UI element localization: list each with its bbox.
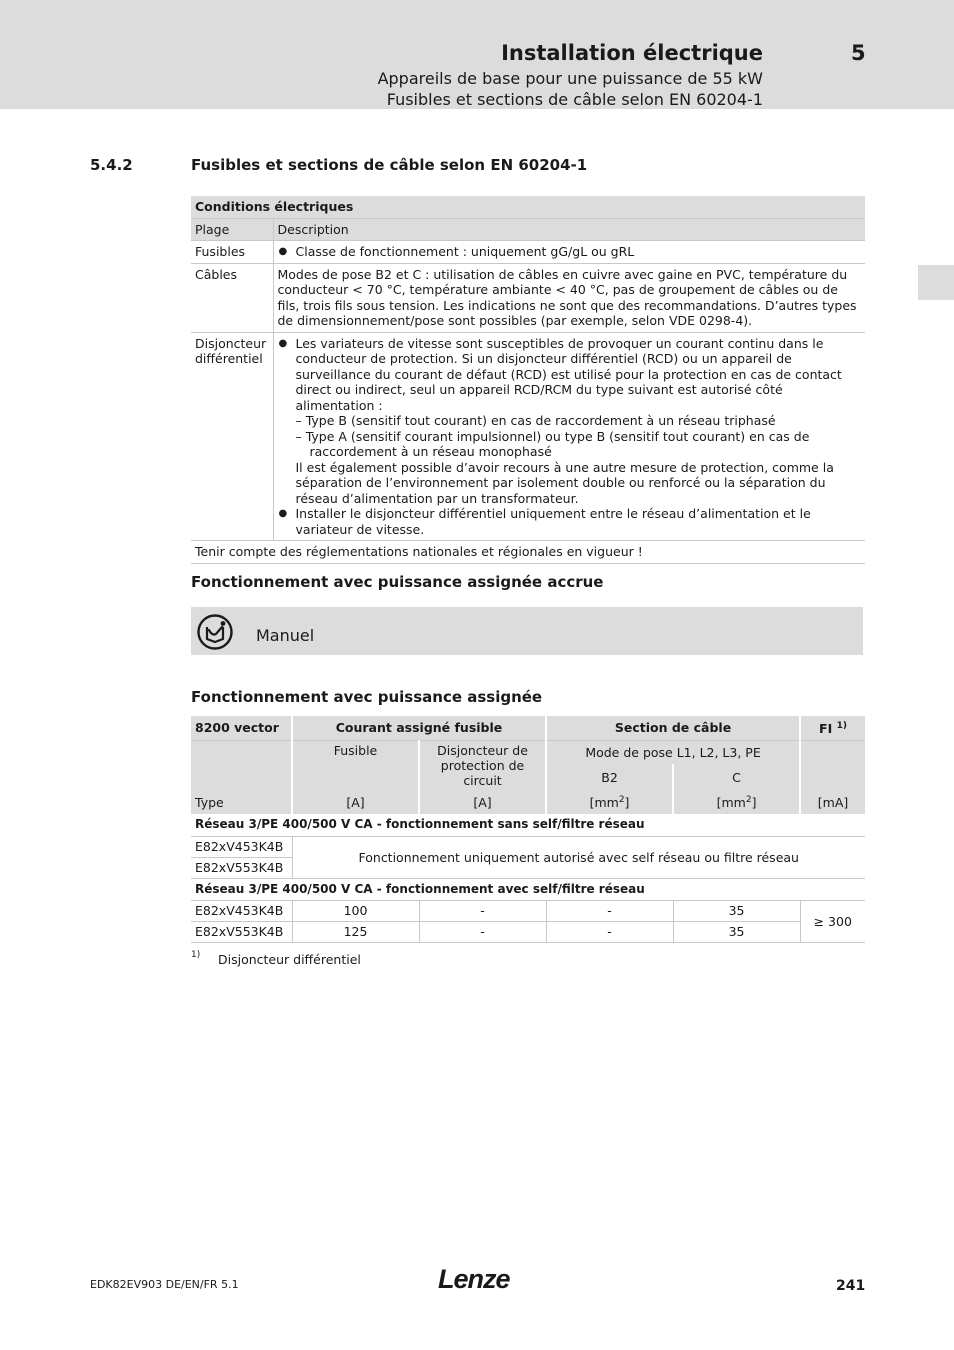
header-fuse-current: Courant assigné fusible xyxy=(292,716,546,740)
b2-cell: - xyxy=(546,900,673,921)
unit-sup: 2 xyxy=(745,795,752,806)
unit-text: ] xyxy=(624,795,630,811)
column-header-range: Plage xyxy=(191,218,273,241)
section1-note: Fonctionnement uniquement autorisé avec self réseau ou filtre réseau xyxy=(292,836,865,878)
unit-b2 xyxy=(546,790,673,814)
row-label-fuses: Fusibles xyxy=(191,241,273,264)
manual-hand-book-icon xyxy=(197,614,233,654)
section-title-without-choke: Réseau 3/PE 400/500 V CA - fonctionnement sans self/filtre réseau xyxy=(191,814,865,836)
row-desc-rcd xyxy=(273,332,865,541)
table-row xyxy=(191,332,865,541)
section-row xyxy=(191,878,865,900)
subheader-fuse: Fusible xyxy=(292,740,419,790)
header-subtitle-2: Fusibles et sections de câble selon EN 60204-1 xyxy=(386,90,763,109)
bullet-item: ● Classe de fonctionnement : uniquement gG/gL ou gRL xyxy=(278,244,862,260)
header-cable-section: Section de câble xyxy=(546,716,800,740)
table-row xyxy=(191,900,865,921)
type-cell: E82xV453K4B xyxy=(191,836,292,857)
rcd-dash-item: – Type A (sensitif courant impulsionnel) ou type B (sensitif tout courant) en cas de raccordement à un réseau monophasé xyxy=(295,428,810,459)
row-desc-cables: Modes de pose B2 et C : utilisation de câbles en cuivre avec gaine en PVC, température du conducteur < 70 °C, température ambiante < 40 °C, pas de groupement de câbles ou de fils, trois fils sous tension. Les indications ne sont que des recommandations. D’autres types de dimensionnement/pose sont possibles (par exemple, selon VDE 0298-4). xyxy=(273,263,865,332)
bullet-item xyxy=(278,336,862,507)
manual-reference-box[interactable] xyxy=(191,607,863,655)
page-number: 241 xyxy=(836,1278,866,1294)
fi-cell: ≥ 300 xyxy=(800,900,865,942)
page-header-band xyxy=(0,0,954,109)
subheader-fi-blank xyxy=(800,764,865,790)
table-subheader-row xyxy=(191,740,865,764)
row-label-rcd: Disjoncteur différentiel xyxy=(191,332,273,541)
bullet-item: ● Installer le disjoncteur différentiel uniquement entre le réseau d’alimentation et le variateur de vitesse. xyxy=(278,506,862,537)
chapter-title: Installation électrique xyxy=(501,41,763,65)
type-cell: E82xV553K4B xyxy=(191,921,292,942)
breaker-cell: - xyxy=(419,900,546,921)
row-desc-fuses xyxy=(273,241,865,264)
unit-c xyxy=(673,790,800,814)
table-header-row xyxy=(191,716,865,740)
unit-text: ] xyxy=(751,795,757,811)
footer-document-id: EDK82EV903 DE/EN/FR 5.1 xyxy=(90,1278,239,1291)
fuse-cell: 125 xyxy=(292,921,419,942)
conditions-note: Tenir compte des réglementations nationales et régionales en vigueur ! xyxy=(191,541,865,564)
header-fi-sup: 1) xyxy=(836,721,847,732)
c-cell: 35 xyxy=(673,900,800,921)
section-title: Fusibles et sections de câble selon EN 60204-1 xyxy=(191,156,588,174)
conditions-title: Conditions électriques xyxy=(191,196,865,218)
header-fi-text: FI xyxy=(819,721,833,737)
table-row xyxy=(191,836,865,857)
footnote-text: Disjoncteur différentiel xyxy=(218,952,361,967)
table-row xyxy=(191,263,865,332)
section-title-with-choke: Réseau 3/PE 400/500 V CA - fonctionnement avec self/filtre réseau xyxy=(191,878,865,900)
fuse-cable-table xyxy=(191,716,865,943)
conditions-header-row xyxy=(191,218,865,241)
unit-text: [mm xyxy=(716,795,746,811)
section-number: 5.4.2 xyxy=(90,156,133,174)
unit-fi: [mA] xyxy=(800,790,865,814)
header-model: 8200 vector xyxy=(191,716,292,740)
type-cell: E82xV453K4B xyxy=(191,900,292,921)
c-cell: 35 xyxy=(673,921,800,942)
rcd-dash-list xyxy=(296,413,862,460)
conditions-note-row xyxy=(191,541,865,564)
subheader-fi-blank xyxy=(800,740,865,764)
column-header-description: Description xyxy=(273,218,865,241)
subheader-blank xyxy=(191,764,292,790)
table-row xyxy=(191,921,865,942)
electrical-conditions-table xyxy=(191,196,865,564)
subheader-laying-mode: Mode de pose L1, L2, L3, PE xyxy=(546,740,800,764)
table-units-row xyxy=(191,790,865,814)
unit-sup: 2 xyxy=(618,795,625,806)
heading-increased-power: Fonctionnement avec puissance assignée accrue xyxy=(191,573,604,591)
rcd-dash-item: – Type B (sensitif tout courant) en cas de raccordement à un réseau triphasé xyxy=(295,413,776,428)
unit-breaker: [A] xyxy=(419,790,546,814)
unit-text: [mm xyxy=(589,795,619,811)
subheader-blank xyxy=(191,740,292,764)
lenze-logo xyxy=(438,1264,514,1298)
chapter-number: 5 xyxy=(851,41,866,65)
lenze-logo-text: Lenze xyxy=(438,1264,510,1294)
fuse-cell: 100 xyxy=(292,900,419,921)
subheader-b2: B2 xyxy=(546,764,673,790)
table-row xyxy=(191,241,865,264)
chapter-side-tab xyxy=(918,265,954,300)
rcd-bullet-text: ● Les variateurs de vitesse sont susceptibles de provoquer un courant continu dans le conducteur de protection. Si un disjoncteur différentiel (RCD) ou un appareil de surveillance du courant de défaut (RCD) est utilisé pour la protection en cas de contact direct ou indirect, seul un appareil RCD/RCM du type suivant est autorisé côté alimentation : xyxy=(295,335,842,413)
footnote-mark: 1) xyxy=(191,950,201,960)
header-subtitle-1: Appareils de base pour une puissance de 55 kW xyxy=(377,69,763,88)
subheader-c: C xyxy=(673,764,800,790)
b2-cell: - xyxy=(546,921,673,942)
unit-fuse: [A] xyxy=(292,790,419,814)
row-label-cables: Câbles xyxy=(191,263,273,332)
type-cell: E82xV553K4B xyxy=(191,857,292,878)
manual-label: Manuel xyxy=(256,626,315,645)
section-row xyxy=(191,814,865,836)
conditions-title-row xyxy=(191,196,865,218)
unit-type: Type xyxy=(191,790,292,814)
heading-rated-power: Fonctionnement avec puissance assignée xyxy=(191,688,543,706)
rcd-extra-text: Il est également possible d’avoir recours à une autre mesure de protection, comme la séparation de l’environnement par isolement double ou renforcé ou la séparation du réseau d’alimentation par un transformateur. xyxy=(295,459,834,506)
subheader-breaker: Disjoncteur de protection de circuit xyxy=(419,740,546,790)
breaker-cell: - xyxy=(419,921,546,942)
header-fi xyxy=(800,716,865,740)
